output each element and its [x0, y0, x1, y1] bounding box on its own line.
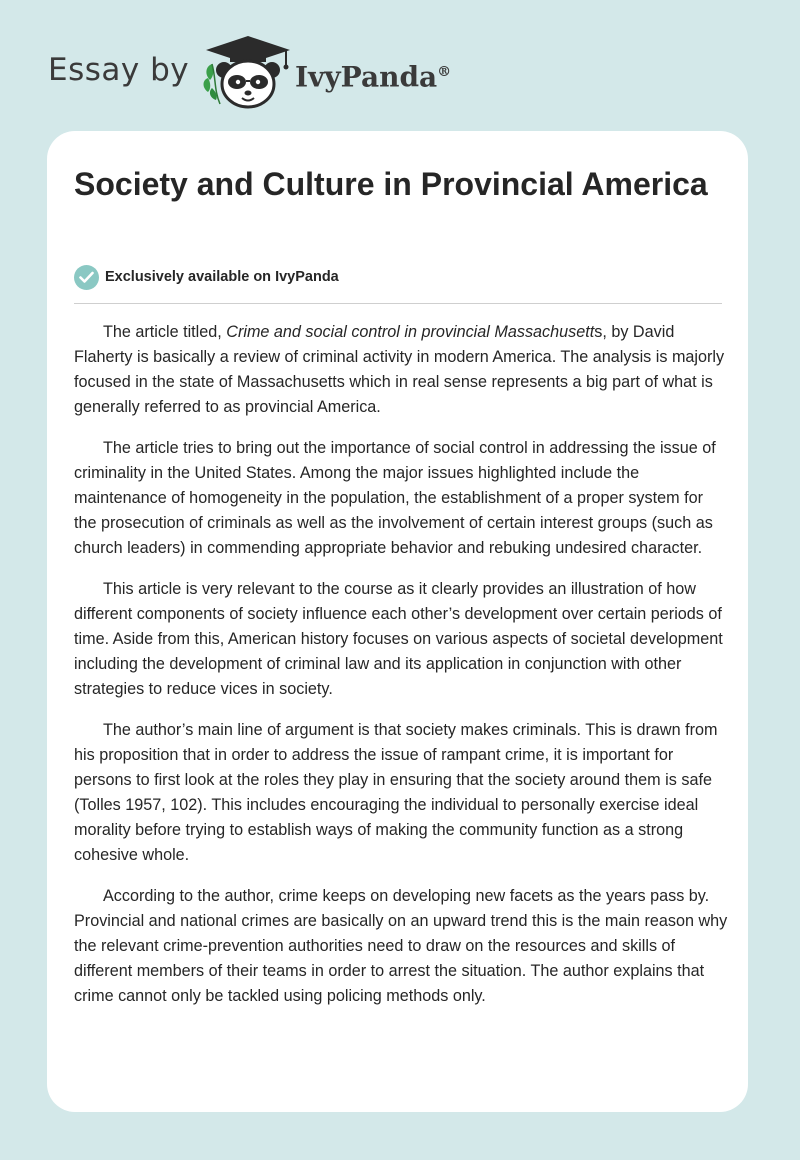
check-icon	[74, 265, 99, 290]
paragraph-1-rest: s, by David Flaherty is basically a review of criminal activity in modern America. The analysis is majorly focused in the state of Massachusetts which in real sense represents a big part of what is generally referred to as provincial America.	[74, 323, 725, 416]
paragraph-1-intro: The article titled,	[103, 323, 227, 341]
essay-body	[74, 320, 729, 1025]
panda-logo-icon[interactable]	[202, 34, 294, 110]
paragraph-2: The article tries to bring out the importance of social control in addressing the issue of criminality in the United States. Among the major issues highlighted include the maintenance of homogeneity in the population, the establishment of a proper system for the prosecution of criminals as well as the involvement of certain interest groups (such as church leaders) in commending appropriate behavior and rebuking undesired character.	[74, 439, 716, 557]
source-title: Crime and social control in provincial Massachusett	[226, 323, 595, 341]
brand-text: IvyPanda	[295, 60, 438, 94]
paragraph-3: This article is very relevant to the course as it clearly provides an illustration of how different components of society influence each other’s development over certain periods of time. Aside from this, American history focuses on various aspects of societal development including the development of criminal law and its application in conjunction with other strategies to reduce vices in society.	[74, 580, 723, 698]
essay-by-label: Essay by	[48, 52, 190, 88]
paragraph-5: According to the author, crime keeps on developing new facets as the years pass by. Provincial and national crimes are basically on an upward trend this is the main reason why the relevant crime-prevention authorities need to draw on the resources and skills of different members of their teams in order to arrest the situation. The author explains that crime cannot only be tackled using policing methods only.	[74, 887, 728, 1005]
paragraph-4: The author’s main line of argument is that society makes criminals. This is drawn from his proposition that in order to address the issue of rampant crime, it is important for persons to first look at the roles they play in ensuring that the society around them is safe (Tolles 1957, 102). This includes encouraging the individual to personally exercise ideal morality before trying to establish ways of making the community function as a strong cohesive whole.	[74, 721, 718, 864]
exclusive-badge	[74, 264, 339, 290]
essay-card	[47, 131, 748, 1112]
site-header	[0, 0, 800, 130]
paragraph-1	[74, 320, 729, 420]
divider	[74, 303, 722, 304]
brand-name[interactable]	[295, 52, 451, 97]
registered-mark: ®	[437, 64, 452, 80]
badge-label: Exclusively available on IvyPanda	[105, 269, 339, 285]
essay-title: Society and Culture in Provincial America	[74, 166, 708, 202]
